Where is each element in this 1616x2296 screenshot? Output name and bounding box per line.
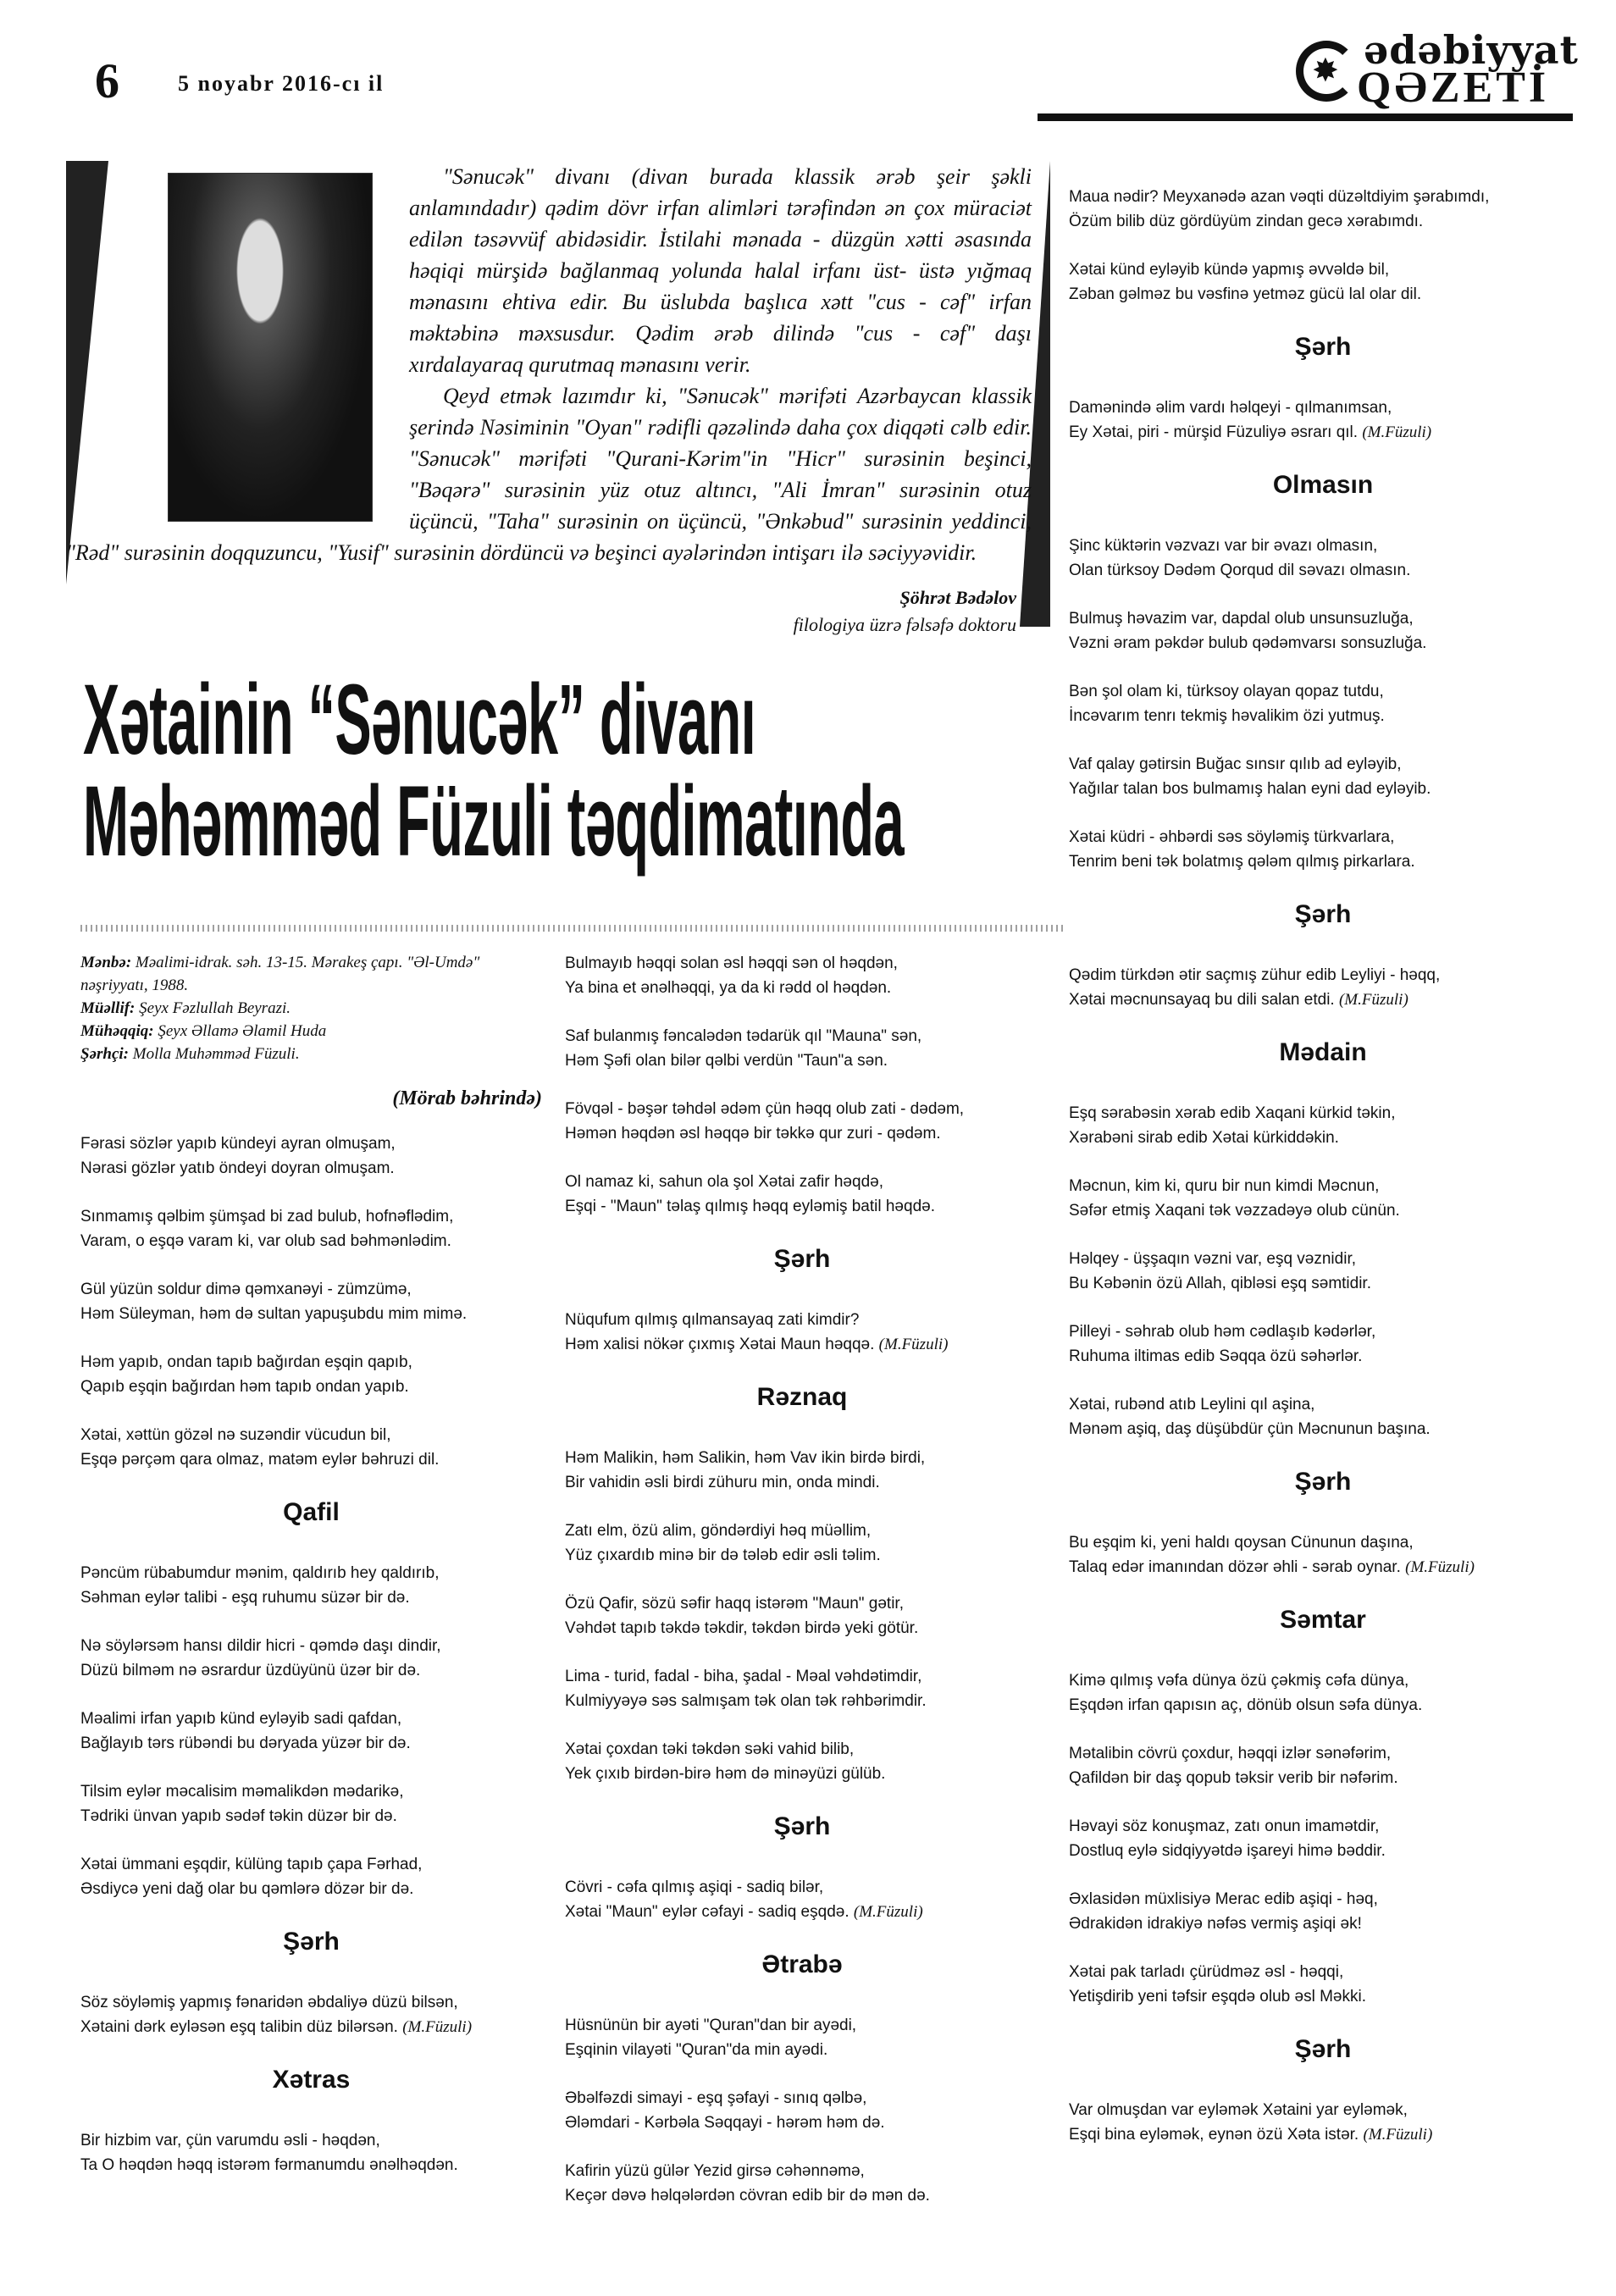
verse-line bbox=[80, 1277, 542, 1302]
verse-text: Bulmayıb həqqi solan əsl həqqi sən ol həqdən, bbox=[565, 954, 898, 972]
stanza bbox=[1069, 396, 1577, 445]
attribution: (M.Füzuli) bbox=[1362, 423, 1432, 441]
section-heading: Şərh bbox=[1294, 900, 1352, 928]
verse-line bbox=[565, 1591, 1039, 1616]
verse-line bbox=[565, 1024, 1039, 1048]
meter-subheading: (Mörab bəhrində) bbox=[392, 1087, 542, 1109]
verse-text: Saf bulanmış fəncalədən tədarük qıl "Mauna" sən, bbox=[565, 1027, 922, 1045]
attribution: (M.Füzuli) bbox=[1338, 991, 1408, 1009]
verse-line bbox=[1069, 679, 1577, 704]
verse-line bbox=[1069, 1198, 1577, 1223]
verse-text: Zatı elm, özü alim, göndərdiyi həq müəllim, bbox=[565, 1522, 872, 1540]
verse-text: Səhman eylər talibi - eşq ruhumu süzər bir də. bbox=[80, 1589, 410, 1607]
stanza bbox=[565, 1170, 1039, 1219]
verse-line bbox=[565, 2111, 1039, 2135]
stanza bbox=[80, 1707, 542, 1756]
verse-text: Nərasi gözlər yatıb öndeyi doyran olmuşam. bbox=[80, 1159, 395, 1177]
verse-text: Fövqəl - bəşər təhdəl ədəm çün həqq olub zati - dədəm, bbox=[565, 1100, 965, 1118]
verse-line bbox=[1069, 849, 1577, 874]
verse-text: Əsdiycə yeni dağ olar bu qəmlərə dözər bir də. bbox=[80, 1880, 414, 1898]
verse-line bbox=[1069, 257, 1577, 282]
verse-line bbox=[1069, 606, 1577, 631]
attribution: (M.Füzuli) bbox=[878, 1336, 949, 1353]
verse-text: Cövri - cəfa qılmış aşiqi - sadiq bilər, bbox=[565, 1878, 824, 1896]
verse-text: Talaq edər imanından dözər əhli - sərab oynar. bbox=[1069, 1558, 1401, 1576]
verse-line bbox=[80, 1658, 542, 1683]
verse-line bbox=[80, 1561, 542, 1585]
verse-line bbox=[565, 2038, 1039, 2062]
verse-line bbox=[1069, 1766, 1577, 1790]
stanza bbox=[80, 1561, 542, 1610]
stanza bbox=[565, 1875, 1039, 1924]
verse-line bbox=[80, 2128, 542, 2153]
stanza bbox=[80, 1990, 542, 2039]
verse-line bbox=[565, 2159, 1039, 2183]
logo-line1: ədəbiyyat bbox=[1364, 27, 1579, 73]
verse-text: Həm xalisi nökər çıxmış Xətai Maun həqqə. bbox=[565, 1336, 875, 1353]
stanza bbox=[1069, 1247, 1577, 1296]
source-info bbox=[80, 951, 542, 1065]
verse-text: Xətai çoxdan təki təkdən səki vahid bilib, bbox=[565, 1740, 855, 1758]
verse-line bbox=[80, 1779, 542, 1804]
verse-text: Bulmuş həvazim var, dapdal olub unsunsuzluğa, bbox=[1069, 610, 1414, 628]
meta-value: Şeyx Fəzlullah Beyrazi. bbox=[139, 999, 291, 1017]
verse-text: Kafirin yüzü gülər Yezid girsə cəhənnəmə, bbox=[565, 2162, 865, 2180]
verse-line bbox=[1069, 1417, 1577, 1441]
attribution: (M.Füzuli) bbox=[1405, 1558, 1475, 1576]
verse-line bbox=[80, 1156, 542, 1181]
verse-line bbox=[80, 1204, 542, 1229]
verse-line bbox=[80, 1447, 542, 1472]
section-heading: Şərh bbox=[773, 1812, 831, 1840]
verse-line bbox=[565, 2086, 1039, 2111]
verse-text: Fərasi sözlər yapıb kündeyi ayran olmuşam, bbox=[80, 1135, 396, 1153]
verse-text: Gül yüzün soldur dimə qəmxanəyi - zümzümə, bbox=[80, 1281, 412, 1298]
verse-text: Pəncüm rübabumdur mənim, qaldırıb hey qaldırıb, bbox=[80, 1564, 440, 1582]
verse-text: Tədriki ünvan yapıb sədəf təkin düzər bir də. bbox=[80, 1807, 397, 1825]
stanza bbox=[565, 1024, 1039, 1073]
meta-label: Müəllif: bbox=[80, 999, 136, 1017]
verse-text: Yek çıxıb birdən-birə həm də minəyüzi gülüb. bbox=[565, 1765, 886, 1783]
dotted-divider bbox=[80, 925, 1063, 932]
verse-text: Ya bina et ənəlhəqqi, ya da ki rədd ol həqdən. bbox=[565, 979, 892, 997]
verse-text: Eşqdən irfan qapısın aç, dönüb olsun səfa dünya. bbox=[1069, 1696, 1423, 1714]
verse-text: Kulmiyyəyə səs salmışam tək olan tək rəhbərimdir. bbox=[565, 1692, 927, 1710]
logo-line2: QƏZETİ bbox=[1357, 64, 1550, 112]
verse-text: Yetişdirib yeni təfsir eşqdə olub əsl Məkki. bbox=[1069, 1988, 1366, 2006]
verse-line bbox=[565, 1737, 1039, 1762]
verse-line bbox=[80, 2015, 542, 2039]
verse-text: Bağlayıb tərs rübəndi bu dəryada yüzər bir də. bbox=[80, 1734, 411, 1752]
verse-text: Həm Süleyman, həm də sultan yapuşubdu mim mimə. bbox=[80, 1305, 468, 1323]
verse-text: Həmən həqdən əsl həqqə bir təkkə qur zuri - qədəm. bbox=[565, 1125, 941, 1142]
verse-text: Xətai küdri - əhbərdi səs söyləmiş türkvarlara, bbox=[1069, 828, 1395, 846]
section-heading: Qafil bbox=[283, 1498, 340, 1526]
verse-line bbox=[80, 1707, 542, 1731]
header-rule bbox=[1038, 113, 1573, 121]
verse-line bbox=[565, 1194, 1039, 1219]
verse-text: Pilleyi - səhrab olub həm cədlaşıb kədərlər, bbox=[1069, 1323, 1376, 1341]
verse-line bbox=[1069, 752, 1577, 777]
intro-block bbox=[66, 161, 1050, 635]
verse-line bbox=[1069, 1344, 1577, 1369]
headline-line1: Xətainin “Sənucək” divanı bbox=[83, 664, 756, 776]
verse-text: Var olmuşdan var eyləmək Xətaini yar eyləmək, bbox=[1069, 2101, 1408, 2119]
stanza bbox=[1069, 752, 1577, 801]
headline-line2: Məhəmməd Füzuli təqdimatında bbox=[83, 766, 905, 877]
section-heading: Şərh bbox=[1294, 1468, 1352, 1496]
stanza bbox=[1069, 1174, 1577, 1223]
verse-text: Bən şol olam ki, türksoy olayan qopaz tutdu, bbox=[1069, 683, 1384, 700]
verse-line bbox=[565, 1097, 1039, 1121]
verse-line bbox=[1069, 185, 1577, 209]
column-3 bbox=[1069, 185, 1577, 2171]
stanza bbox=[1069, 1741, 1577, 1790]
verse-text: Hüsnünün bir ayəti "Quran"dan bir ayədi, bbox=[565, 2017, 857, 2034]
verse-text: Eşq sərabəsin xərab edib Xaqani kürkid təkin, bbox=[1069, 1104, 1396, 1122]
verse-line bbox=[1069, 558, 1577, 583]
verse-text: Əbəlfəzdi simayi - eşq şəfayi - sınıq qəlbə, bbox=[565, 2089, 867, 2107]
verse-text: Yağılar talan bos bulmamış halan eyni dad eyləyib. bbox=[1069, 780, 1431, 798]
stanza bbox=[1069, 606, 1577, 656]
verse-text: Eşqinin vilayəti "Quran"da min ayədi. bbox=[565, 2041, 828, 2059]
verse-line bbox=[1069, 1741, 1577, 1766]
verse-text: Lima - turid, fadal - biha, şadal - Məal vəhdətimdir, bbox=[565, 1668, 922, 1685]
verse-line bbox=[1069, 1960, 1577, 1984]
verse-text: Eşqi bina eyləmək, eynən özü Xəta istər. bbox=[1069, 2126, 1359, 2144]
verse-text: Şinc küktərin vəzvazı var bir əvazı olmasın, bbox=[1069, 537, 1378, 555]
verse-line bbox=[80, 1877, 542, 1901]
verse-line bbox=[1069, 209, 1577, 234]
stanza bbox=[1069, 1814, 1577, 1863]
section-heading: Olmasın bbox=[1272, 471, 1374, 499]
verse-text: Həlqey - üşşaqın vəzni var, eşq vəznidir, bbox=[1069, 1250, 1357, 1268]
verse-line bbox=[565, 976, 1039, 1000]
attribution: (M.Füzuli) bbox=[1363, 2126, 1433, 2144]
stanza bbox=[565, 1591, 1039, 1640]
attribution: (M.Füzuli) bbox=[402, 2018, 473, 2036]
verse-text: İncəvarım tenrı tekmiş həvalikim özi yutmuş. bbox=[1069, 707, 1385, 725]
verse-text: Səfər etmiş Xaqani tək vəzzadəyə olub cünün. bbox=[1069, 1202, 1400, 1220]
verse-text: Həvayi söz konuşmaz, zatı onun imamətdir, bbox=[1069, 1817, 1380, 1835]
verse-line bbox=[565, 1543, 1039, 1568]
section-heading: Xətras bbox=[272, 2066, 351, 2094]
verse-text: Vəzni əram pəkdər bulub qədəmvarsı sonsuzluğa. bbox=[1069, 634, 1427, 652]
verse-line bbox=[1069, 1392, 1577, 1417]
stanza bbox=[565, 1664, 1039, 1713]
verse-text: Keçər dəvə həlqələrdən cövran edib bir də mən də. bbox=[565, 2187, 930, 2205]
meta-value: Molla Muhəmməd Füzuli. bbox=[132, 1045, 300, 1063]
verse-line bbox=[80, 1852, 542, 1877]
column-1 bbox=[80, 951, 542, 2201]
verse-line bbox=[80, 1302, 542, 1326]
stanza bbox=[565, 2086, 1039, 2135]
intro-paragraph: "Sənucək" divanı (divan burada klassik ərəb şeir şəkli anlamındadır) qədim dövr irfan alimləri tərəfindən ən çox müraciət edilən təsəvvüf abidəsidir. İstilahi mənada - düzgün xətti əsasında həqiqi mürşidə bağlanmaq yolunda halal irfanı üst- üstə yığmaq mənasını ehtiva edir. Bu üslubda başlıca xətt "cus - cəf" irfan məktəbinə məxsusdur. Qədim ərəb dilində "cus - cəf" daşı xırdalayaraq qurutmaq mənasını verir. bbox=[409, 164, 1032, 377]
verse-line bbox=[80, 1585, 542, 1610]
stanza bbox=[80, 1204, 542, 1253]
verse-text: Xətai ümmani eşqdir, külüng tapıb çapa Fərhad, bbox=[80, 1856, 423, 1873]
verse-line bbox=[565, 1689, 1039, 1713]
signature bbox=[794, 584, 1016, 639]
verse-text: Qapıb eşqin bağırdan həm tapıb ondan yapıb. bbox=[80, 1378, 409, 1396]
verse-text: Özü Qafir, sözü səfir haqq istərəm "Maun" gətir, bbox=[565, 1595, 904, 1613]
verse-text: Ta O həqdən həqq istərəm fərmanumdu ənəlhəqdən. bbox=[80, 2156, 458, 2174]
verse-line bbox=[1069, 1555, 1577, 1580]
verse-line bbox=[80, 2153, 542, 2177]
verse-line bbox=[1069, 631, 1577, 656]
verse-line bbox=[1069, 777, 1577, 801]
verse-text: Xətai, xəttün gözəl nə suzəndir vücudun bil, bbox=[80, 1426, 391, 1444]
verse-line bbox=[1069, 1101, 1577, 1126]
verse-text: Qədim türkdən ətir saçmış zühur edib Leyliyi - həqq, bbox=[1069, 966, 1441, 984]
verse-line bbox=[565, 1519, 1039, 1543]
verse-line bbox=[1069, 1174, 1577, 1198]
author-title: filologiya üzrə fəlsəfə doktoru bbox=[793, 614, 1016, 635]
attribution: (M.Füzuli) bbox=[853, 1903, 923, 1921]
verse-line bbox=[565, 1446, 1039, 1470]
verse-text: Yüz çıxardıb minə bir də tələb edir əsli təlim. bbox=[565, 1546, 881, 1564]
verse-line bbox=[1069, 1271, 1577, 1296]
verse-text: Həm Malikin, həm Salikin, həm Vav ikin birdə birdi, bbox=[565, 1449, 926, 1467]
verse-line bbox=[1069, 1984, 1577, 2009]
stanza bbox=[1069, 1887, 1577, 1936]
verse-line bbox=[565, 1762, 1039, 1786]
stanza bbox=[565, 1308, 1039, 1357]
section-heading: Ətrabə bbox=[761, 1950, 843, 1978]
verse-line bbox=[1069, 1839, 1577, 1863]
verse-text: Xərabəni sirab edib Xətai kürkiddəkin. bbox=[1069, 1129, 1339, 1147]
verse-text: Xətai, rubənd atıb Leylini qıl aşina, bbox=[1069, 1396, 1315, 1414]
stanza bbox=[1069, 1101, 1577, 1150]
verse-line bbox=[565, 1308, 1039, 1332]
verse-line bbox=[1069, 1668, 1577, 1693]
stanza bbox=[80, 1634, 542, 1683]
issue-date: 5 noyabr 2016-cı il bbox=[178, 71, 385, 96]
section-heading: Şərh bbox=[1294, 333, 1352, 361]
verse-text: Ələmdari - Kərbəla Səqqayi - hərəm həm də. bbox=[565, 2114, 885, 2132]
verse-line bbox=[565, 1048, 1039, 1073]
verse-line bbox=[1069, 1320, 1577, 1344]
section-heading: Mədain bbox=[1279, 1038, 1367, 1066]
verse-text: Xətai künd eyləyib kündə yapmış əvvəldə bil, bbox=[1069, 261, 1390, 279]
stanza bbox=[1069, 825, 1577, 874]
section-heading: Rəznaq bbox=[756, 1383, 848, 1411]
verse-line bbox=[1069, 704, 1577, 728]
verse-text: Xətai pak tarladı çürüdməz əsl - həqqi, bbox=[1069, 1963, 1344, 1981]
verse-line bbox=[565, 1616, 1039, 1640]
stanza bbox=[80, 1131, 542, 1181]
stanza bbox=[80, 1852, 542, 1901]
verse-line bbox=[565, 1900, 1039, 1924]
article-headline bbox=[83, 664, 905, 877]
meta-label: Şərhçi: bbox=[80, 1045, 129, 1063]
section-heading: Şərh bbox=[1294, 2035, 1352, 2063]
verse-text: Xətaini dərk eyləsən eşq talibin düz bilərsən. bbox=[80, 2018, 398, 2036]
meta-label: Mühəqqiq: bbox=[80, 1022, 154, 1040]
verse-text: Söz söyləmiş yapmış fənaridən əbdaliyə düzü bilsən, bbox=[80, 1994, 458, 2011]
verse-line bbox=[80, 1375, 542, 1399]
verse-text: Tenrim beni tək bolatmış qələm qılmış pirkarlara. bbox=[1069, 853, 1415, 871]
section-heading: Şərh bbox=[773, 1245, 831, 1273]
verse-line bbox=[80, 1990, 542, 2015]
verse-text: Bu eşqim ki, yeni haldı qoysan Cünunun daşına, bbox=[1069, 1534, 1414, 1552]
verse-line bbox=[80, 1731, 542, 1756]
verse-line bbox=[1069, 420, 1577, 445]
stanza bbox=[80, 1779, 542, 1829]
intro-paragraph: Qeyd etmək lazımdır ki, "Sənucək" mərifəti Azərbaycan klassik şerində Nəsiminin "Oyan" rədifli qəzəlində daha çox diqqəti cəlb edir. "Sənucək" mərifəti "Qurani-Kərim"in "Hicr" surəsinin beşinci, "Bəqərə" surəsinin yüz otuz altıncı, "Ali İmran" surəsinin otuz üçüncü, "Taha" surəsinin on üçüncü, "Ənkəbud" surəsinin yeddinci, "Rəd" surəsinin doqquzuncu, "Yusif" surəsinin dördüncü və beşinci ayələrindən intişarı ilə səciyyəvidir. bbox=[66, 384, 1032, 565]
verse-text: Məalimi irfan yapıb künd eyləyib sadi qafdan, bbox=[80, 1710, 402, 1728]
verse-line bbox=[565, 1664, 1039, 1689]
verse-line bbox=[1069, 396, 1577, 420]
verse-text: Dostluq eylə sidqiyyətdə işareyi himə bəddir. bbox=[1069, 1842, 1386, 1860]
verse-line bbox=[1069, 988, 1577, 1012]
verse-text: Maua nədir? Meyxanədə azan vəqti düzəltdiyim şərabımdı, bbox=[1069, 188, 1490, 206]
verse-text: Eşqi - "Maun" təlaş qılmış həqq eyləmiş batil həqdə. bbox=[565, 1198, 935, 1215]
verse-text: Ruhuma iltimas edib Səqqa özü səhərlər. bbox=[1069, 1347, 1363, 1365]
verse-line bbox=[565, 1875, 1039, 1900]
stanza bbox=[565, 2013, 1039, 2062]
verse-line bbox=[80, 1423, 542, 1447]
stanza bbox=[80, 1350, 542, 1399]
verse-text: Bir vahidin əsli birdi zühuru min, onda mindi. bbox=[565, 1474, 880, 1491]
verse-text: Varam, o eşqə varam ki, var olub sad bəhmənlədim. bbox=[80, 1232, 451, 1250]
verse-text: Vaf qalay gətirsin Buğac sınsır qılıb ad eyləyib, bbox=[1069, 755, 1402, 773]
stanza bbox=[80, 1423, 542, 1472]
stanza bbox=[1069, 257, 1577, 307]
verse-line bbox=[565, 951, 1039, 976]
section-heading: Səmtar bbox=[1280, 1606, 1366, 1634]
verse-line bbox=[1069, 1911, 1577, 1936]
stanza bbox=[565, 1097, 1039, 1146]
verse-line bbox=[80, 1804, 542, 1829]
verse-text: Həm yapıb, ondan tapıb bağırdan eşqin qapıb, bbox=[80, 1353, 412, 1371]
verse-line bbox=[565, 2183, 1039, 2208]
verse-text: Eşqə pərçəm qara olmaz, matəm eylər bəhruzi dil. bbox=[80, 1451, 440, 1469]
verse-text: Bir hizbim var, çün varumdu əsli - həqdən, bbox=[80, 2132, 380, 2149]
verse-line bbox=[80, 1229, 542, 1253]
verse-text: Özüm bilib düz gördüyüm zindan gecə xərabımdı. bbox=[1069, 213, 1424, 230]
verse-text: Xətai "Maun" eylər cəfayi - sadiq eşqdə. bbox=[565, 1903, 850, 1921]
verse-text: Nə söylərsəm hansı dildir hicri - qəmdə daşı dindir, bbox=[80, 1637, 441, 1655]
verse-line bbox=[1069, 1887, 1577, 1911]
verse-line bbox=[1069, 2122, 1577, 2147]
stanza bbox=[565, 1737, 1039, 1786]
verse-text: Damənində əlim vardı həlqeyi - qılmanımsan, bbox=[1069, 399, 1392, 417]
verse-text: Kimə qılmış vəfa dünya özü çəkmiş cəfa dünya, bbox=[1069, 1672, 1409, 1690]
verse-line bbox=[565, 2013, 1039, 2038]
stanza bbox=[1069, 1530, 1577, 1580]
verse-line bbox=[1069, 825, 1577, 849]
verse-text: Vəhdət tapıb təkdə təkdir, təkdən birdə yeki götür. bbox=[565, 1619, 919, 1637]
verse-line bbox=[1069, 1693, 1577, 1718]
stanza bbox=[565, 1519, 1039, 1568]
verse-line bbox=[1069, 282, 1577, 307]
verse-line bbox=[1069, 2098, 1577, 2122]
stanza bbox=[565, 951, 1039, 1000]
verse-text: Həm Şəfi olan bilər qəlbi verdün "Taun"a sən. bbox=[565, 1052, 888, 1070]
meta-label: Mənbə: bbox=[80, 954, 132, 971]
verse-text: Nüqufum qılmış qılmansayaq zati kimdir? bbox=[565, 1311, 860, 1329]
verse-line bbox=[1069, 963, 1577, 988]
verse-text: Zəban gəlməz bu vəsfinə yetməz gücü lal olar dil. bbox=[1069, 285, 1422, 303]
verse-text: Düzü bilməm nə əsrardur üzdüyünü üzər bir də. bbox=[80, 1662, 421, 1679]
stanza bbox=[1069, 534, 1577, 583]
verse-line bbox=[1069, 1530, 1577, 1555]
verse-text: Ədrakidən idrakiyə nəfəs vermiş aşiqi ək! bbox=[1069, 1915, 1362, 1933]
verse-line bbox=[1069, 1247, 1577, 1271]
verse-text: Tilsim eylər məcalisim məmalikdən mədarikə, bbox=[80, 1783, 404, 1801]
verse-line bbox=[1069, 1814, 1577, 1839]
author-photo bbox=[168, 173, 373, 522]
verse-line bbox=[80, 1634, 542, 1658]
stanza bbox=[1069, 963, 1577, 1012]
stanza bbox=[1069, 1320, 1577, 1369]
verse-line bbox=[565, 1170, 1039, 1194]
verse-text: Olan türksoy Dədəm Qorqud dil səvazı olmasın. bbox=[1069, 562, 1411, 579]
verse-line bbox=[80, 1350, 542, 1375]
newspaper-logo bbox=[1296, 25, 1579, 112]
column-2 bbox=[565, 951, 1039, 2232]
stanza bbox=[1069, 679, 1577, 728]
verse-line bbox=[1069, 534, 1577, 558]
stanza bbox=[1069, 1668, 1577, 1718]
verse-text: Bu Kəbənin özü Allah, qibləsi eşq səmtidir. bbox=[1069, 1275, 1371, 1292]
verse-line bbox=[565, 1470, 1039, 1495]
author-name: Şöhrət Bədəlov bbox=[899, 587, 1016, 608]
verse-text: Məcnun, kim ki, quru bir nun kimdi Məcnun, bbox=[1069, 1177, 1380, 1195]
verse-text: Qafildən bir daş qopub təksir verib bir nəfərim. bbox=[1069, 1769, 1398, 1787]
verse-line bbox=[80, 1131, 542, 1156]
verse-line bbox=[565, 1332, 1039, 1357]
verse-text: Mətalibin cövrü çoxdur, həqqi izlər sənəfərim, bbox=[1069, 1745, 1392, 1762]
verse-text: Əxlasidən müxlisiyə Merac edib aşiqi - həq, bbox=[1069, 1890, 1378, 1908]
verse-text: Ol namaz ki, sahun ola şol Xətai zafir həqdə, bbox=[565, 1173, 883, 1191]
verse-text: Mənəm aşiq, daş düşübdür çün Məcnunun başına. bbox=[1069, 1420, 1431, 1438]
verse-line bbox=[1069, 1126, 1577, 1150]
stanza bbox=[565, 1446, 1039, 1495]
meta-value: Şeyx Əllamə Əlamil Huda bbox=[158, 1022, 327, 1040]
verse-text: Xətai məcnunsayaq bu dili salan etdi. bbox=[1069, 991, 1335, 1009]
verse-line bbox=[565, 1121, 1039, 1146]
meta-value: Məalimi-idrak. səh. 13-15. Mərakeş çapı. "Əl-Umdə" nəşriyyatı, 1988. bbox=[80, 954, 480, 994]
stanza bbox=[565, 2159, 1039, 2208]
stanza bbox=[1069, 1960, 1577, 2009]
stanza bbox=[80, 1277, 542, 1326]
stanza bbox=[1069, 185, 1577, 234]
stanza bbox=[80, 2128, 542, 2177]
page-number: 6 bbox=[95, 53, 119, 108]
verse-text: Ey Xətai, piri - mürşid Füzuliyə əsrarı qıl. bbox=[1069, 423, 1359, 441]
stanza bbox=[1069, 2098, 1577, 2147]
section-heading: Şərh bbox=[283, 1928, 340, 1956]
verse-text: Sınmamış qəlbim şümşad bi zad bulub, hofnəflədim, bbox=[80, 1208, 454, 1225]
stanza bbox=[1069, 1392, 1577, 1441]
star-emblem-icon bbox=[1296, 41, 1357, 102]
